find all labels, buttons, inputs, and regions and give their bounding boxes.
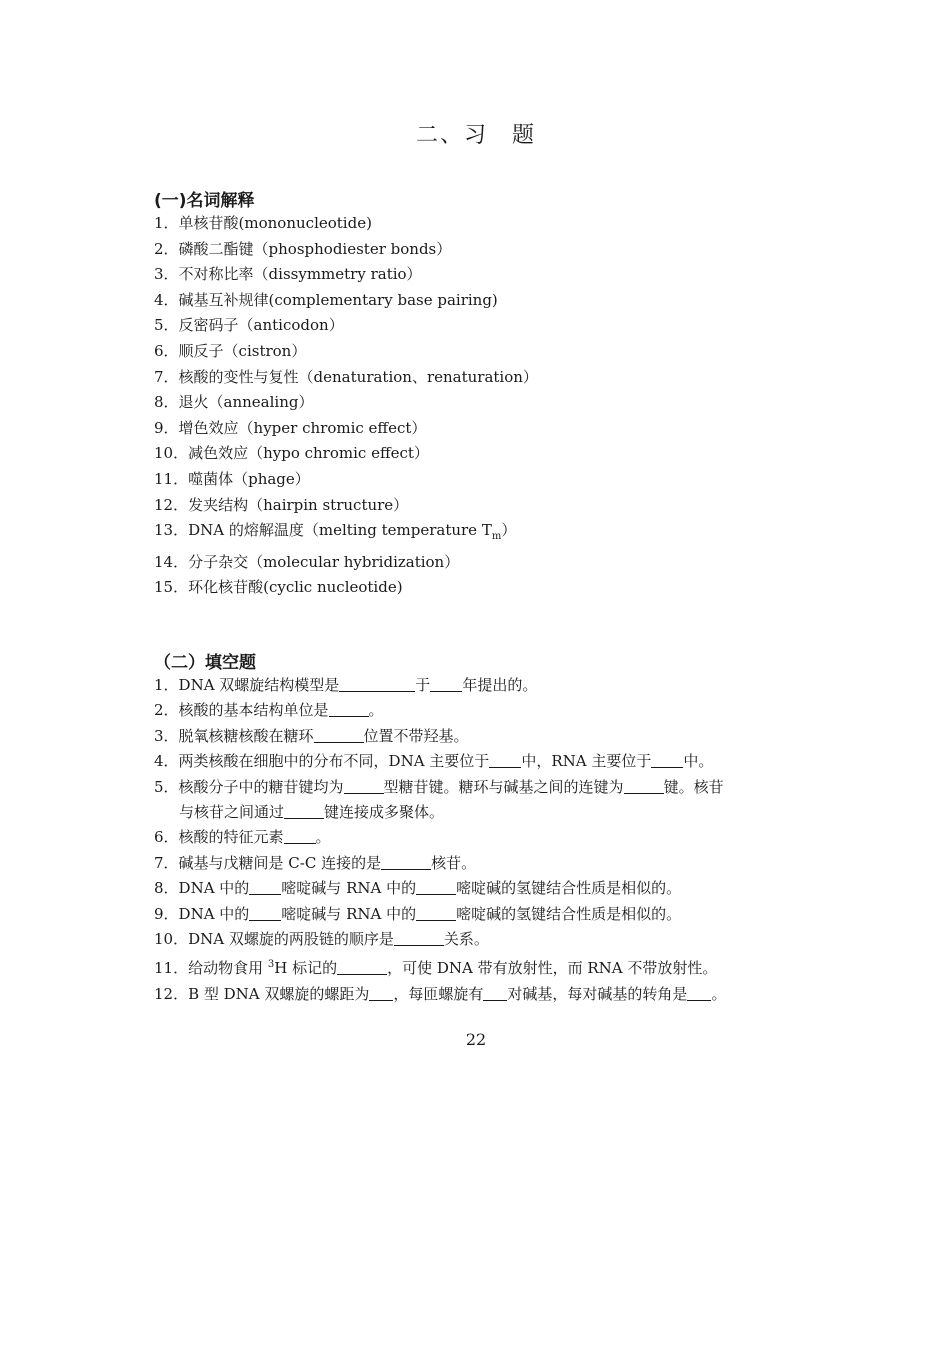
answer-blank xyxy=(284,803,324,819)
q-text: 4．两类核酸在细胞中的分布不同，DNA 主要位于 xyxy=(154,752,490,771)
list-item: 15．环化核苷酸(cyclic nucleotide) xyxy=(154,578,403,597)
q-text: 10．DNA 双螺旋的两股链的顺序是 xyxy=(154,930,394,949)
list-item: 8．退火（annealing） xyxy=(154,393,314,412)
question-5 xyxy=(154,775,726,800)
question-2 xyxy=(154,698,726,723)
superscript-3: 3 xyxy=(267,959,275,971)
q-text: 1．DNA 双螺旋结构模型是 xyxy=(154,676,340,694)
q-text: 11．给动物食用 xyxy=(154,959,268,978)
answer-blank xyxy=(489,752,521,768)
answer-blank xyxy=(416,879,456,895)
q-text: ，每匝螺旋有 xyxy=(393,984,484,1003)
section-heading-fill-in: （二）填空题 xyxy=(154,653,256,673)
answer-blank xyxy=(314,727,364,743)
q-text: 位置不带羟基。 xyxy=(363,726,469,745)
answer-blank xyxy=(284,828,316,844)
q-text: 12．B 型 DNA 双螺旋的螺距为 xyxy=(154,984,370,1003)
question-8 xyxy=(154,876,726,901)
answer-blank xyxy=(337,959,387,975)
q-text: 8．DNA 中的 xyxy=(154,879,250,898)
answer-blank xyxy=(416,905,456,921)
q-text: 7．碱基与戊糖间是 C-C 连接的是 xyxy=(154,853,382,872)
q-text: 嘧啶碱的氢键结合性质是相似的。 xyxy=(456,879,682,898)
q-text: 2．核酸的基本结构单位是 xyxy=(154,701,329,720)
q-text: 与核苷之间通过 xyxy=(179,803,285,822)
q-text: 年提出的。 xyxy=(462,676,538,694)
q-text: 3．脱氧核糖核酸在糖环 xyxy=(154,726,314,745)
list-item: 2．磷酸二酯键（phosphodiester bonds） xyxy=(154,239,452,258)
section-heading-definitions: (一)名词解释 xyxy=(154,191,255,211)
answer-blank xyxy=(369,985,393,1001)
answer-blank xyxy=(329,701,369,717)
q-text: 嘧啶碱与 RNA 中的 xyxy=(281,904,417,923)
q-text: 。 xyxy=(711,984,727,1003)
question-9 xyxy=(154,902,726,927)
list-item: 7．核酸的变性与复性（denaturation、renaturation） xyxy=(154,367,538,386)
q-text: 中。 xyxy=(683,752,714,771)
q-text: 对碱基，每对碱基的转角是 xyxy=(507,984,688,1003)
q-text: 5．核酸分子中的糖苷键均为 xyxy=(154,777,344,796)
question-12 xyxy=(154,982,726,1007)
answer-blank xyxy=(624,778,664,794)
page-title: 二、习 题 xyxy=(415,123,536,148)
answer-blank xyxy=(651,752,683,768)
question-7 xyxy=(154,851,726,876)
answer-blank xyxy=(381,854,431,870)
q-text: 9．DNA 中的 xyxy=(154,904,250,923)
answer-blank xyxy=(339,676,415,692)
question-3 xyxy=(154,724,726,749)
q-text: 键。核苷 xyxy=(663,777,724,796)
item-text-end: ） xyxy=(501,521,517,540)
list-item: 1．单核苷酸(mononucleotide) xyxy=(154,214,372,232)
answer-blank xyxy=(344,778,384,794)
answer-blank xyxy=(249,879,281,895)
question-1 xyxy=(154,673,726,698)
definitions-list xyxy=(154,211,538,601)
q-text: 6．核酸的特征元素 xyxy=(154,828,284,847)
list-item: 11．噬菌体（phage） xyxy=(154,469,310,488)
item-text: 13．DNA 的熔解温度（melting temperature T xyxy=(154,521,492,540)
list-item: 9．增色效应（hyper chromic effect） xyxy=(154,418,427,437)
question-10 xyxy=(154,927,726,952)
list-item: 14．分子杂交（molecular hybridization） xyxy=(154,552,460,571)
fill-in-list xyxy=(154,673,726,1007)
q-text: 键连接成多聚体。 xyxy=(324,803,445,822)
list-item: 12．发夹结构（hairpin structure） xyxy=(154,495,409,514)
question-5-continued xyxy=(154,800,726,825)
question-11 xyxy=(154,952,726,981)
list-item: 5．反密码子（anticodon） xyxy=(154,316,344,335)
list-item: 3．不对称比率（dissymmetry ratio） xyxy=(154,265,422,284)
q-text: 中，RNA 主要位于 xyxy=(521,752,652,771)
q-text: 嘧啶碱的氢键结合性质是相似的。 xyxy=(456,904,682,923)
answer-blank xyxy=(394,930,444,946)
q-text: 关系。 xyxy=(443,930,489,949)
list-item: 6．顺反子（cistron） xyxy=(154,341,307,360)
q-text: 嘧啶碱与 RNA 中的 xyxy=(281,879,417,898)
q-text: 型糖苷键。糖环与碱基之间的连键为 xyxy=(383,777,624,796)
answer-blank xyxy=(483,985,507,1001)
q-text: 。 xyxy=(315,828,331,847)
q-text: 核苷。 xyxy=(431,853,477,872)
page-number: 22 xyxy=(465,1030,487,1049)
answer-blank xyxy=(687,985,711,1001)
list-item: 10．减色效应（hypo chromic effect） xyxy=(154,444,429,463)
subscript-m: m xyxy=(491,531,502,543)
q-text: H 标记的 xyxy=(274,959,338,978)
question-6 xyxy=(154,825,726,850)
q-text: ，可使 DNA 带有放射性，而 RNA 不带放射性。 xyxy=(387,959,718,978)
answer-blank xyxy=(430,676,462,692)
question-4 xyxy=(154,749,726,774)
answer-blank xyxy=(249,905,281,921)
list-item: 4．碱基互补规律(complementary base pairing) xyxy=(154,290,498,309)
list-item xyxy=(154,518,538,550)
q-text: 。 xyxy=(368,701,384,720)
q-text: 于 xyxy=(415,676,431,694)
